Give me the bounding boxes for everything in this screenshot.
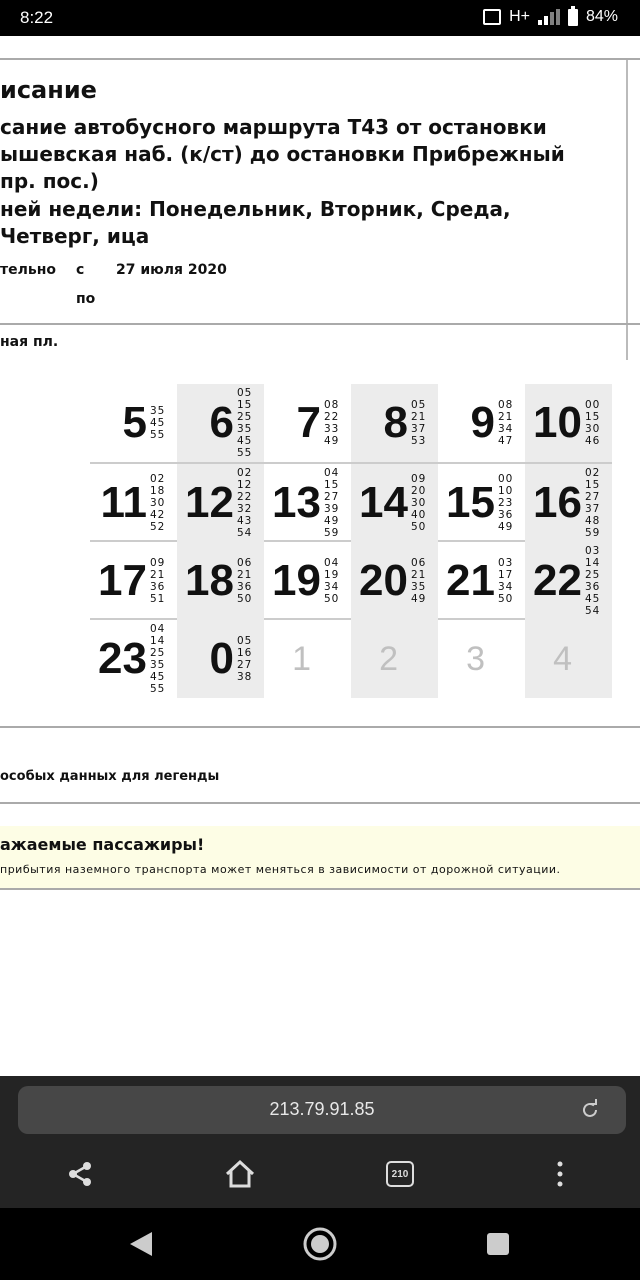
hour-cell bbox=[90, 384, 177, 462]
minute-value: 27 bbox=[324, 491, 340, 503]
minute-value: 09 bbox=[150, 557, 166, 569]
page-title: исание bbox=[0, 76, 97, 104]
minute-value: 02 bbox=[237, 467, 253, 479]
minutes-list bbox=[237, 635, 252, 683]
minute-value: 50 bbox=[237, 593, 253, 605]
tabs-button[interactable] bbox=[378, 1152, 422, 1196]
minute-value: 30 bbox=[150, 497, 166, 509]
minute-value: 27 bbox=[237, 659, 253, 671]
minute-value: 59 bbox=[324, 527, 340, 539]
minute-value: 23 bbox=[498, 497, 514, 509]
minute-value: 06 bbox=[411, 557, 427, 569]
system-nav-bar bbox=[0, 1208, 640, 1280]
hour-label: 21 bbox=[446, 556, 495, 605]
minute-value: 48 bbox=[585, 515, 601, 527]
hour-cell bbox=[264, 464, 351, 542]
hour-label: 0 bbox=[209, 634, 234, 683]
hour-cell bbox=[438, 620, 525, 698]
minutes-list bbox=[150, 557, 165, 605]
minute-value: 49 bbox=[498, 521, 514, 533]
minute-value: 21 bbox=[411, 411, 427, 423]
notice-box bbox=[0, 826, 640, 888]
hour-cell bbox=[264, 620, 351, 698]
minute-value: 25 bbox=[585, 569, 601, 581]
minute-value: 45 bbox=[585, 593, 601, 605]
minute-value: 49 bbox=[411, 593, 427, 605]
hour-label: 10 bbox=[533, 398, 582, 447]
hour-label: 9 bbox=[470, 398, 495, 447]
minute-value: 20 bbox=[411, 485, 427, 497]
status-time: 8:22 bbox=[20, 8, 54, 27]
minute-value: 19 bbox=[324, 569, 340, 581]
minute-value: 06 bbox=[237, 557, 253, 569]
minute-value: 04 bbox=[324, 467, 340, 479]
minute-value: 30 bbox=[585, 423, 601, 435]
minute-value: 49 bbox=[324, 435, 340, 447]
browser-bar bbox=[0, 1076, 640, 1208]
hour-cell bbox=[177, 464, 264, 542]
minute-value: 54 bbox=[585, 605, 601, 617]
minute-value: 35 bbox=[150, 659, 166, 671]
minute-value: 21 bbox=[237, 569, 253, 581]
hour-cell bbox=[351, 464, 438, 542]
minute-value: 14 bbox=[150, 635, 166, 647]
route-description: сание автобусного маршрута Т43 от остановки ышевская наб. (к/ст) до остановки Прибрежный пр. пос.) bbox=[0, 115, 565, 193]
minute-value: 37 bbox=[585, 503, 601, 515]
minute-value: 47 bbox=[498, 435, 514, 447]
hour-label: 2 bbox=[379, 640, 398, 678]
minute-value: 55 bbox=[150, 429, 166, 441]
hour-label: 12 bbox=[185, 478, 234, 527]
minutes-list bbox=[150, 473, 165, 533]
hour-label: 11 bbox=[100, 478, 147, 527]
stop-name: ная пл. bbox=[0, 334, 59, 350]
hour-label: 18 bbox=[185, 556, 234, 605]
hour-label: 15 bbox=[446, 478, 495, 527]
minute-value: 15 bbox=[237, 399, 253, 411]
timetable-row bbox=[90, 384, 612, 462]
minute-value: 36 bbox=[237, 581, 253, 593]
vibrate-icon bbox=[483, 9, 501, 25]
hour-label: 20 bbox=[359, 556, 408, 605]
hour-cell bbox=[90, 542, 177, 620]
hour-cell bbox=[351, 384, 438, 462]
minute-value: 53 bbox=[411, 435, 427, 447]
back-icon[interactable] bbox=[128, 1230, 154, 1258]
minutes-list bbox=[411, 557, 426, 605]
minute-value: 49 bbox=[324, 515, 340, 527]
minute-value: 22 bbox=[237, 491, 253, 503]
url-text: 213.79.91.85 bbox=[269, 1099, 375, 1119]
minute-value: 35 bbox=[411, 581, 427, 593]
minute-value: 04 bbox=[150, 623, 166, 635]
divider bbox=[0, 58, 640, 60]
minute-value: 35 bbox=[150, 405, 166, 417]
timetable-grid bbox=[90, 384, 612, 696]
minutes-list bbox=[411, 473, 426, 533]
hour-label: 23 bbox=[98, 634, 147, 683]
minute-value: 15 bbox=[324, 479, 340, 491]
minute-value: 04 bbox=[324, 557, 340, 569]
minute-value: 45 bbox=[150, 417, 166, 429]
minute-value: 33 bbox=[324, 423, 340, 435]
timetable-row bbox=[90, 462, 612, 540]
hour-cell bbox=[525, 384, 612, 462]
hour-cell bbox=[90, 620, 177, 698]
minutes-list bbox=[150, 623, 165, 695]
minute-value: 35 bbox=[237, 423, 253, 435]
minute-value: 15 bbox=[585, 479, 601, 491]
minute-value: 37 bbox=[411, 423, 427, 435]
hour-cell bbox=[90, 464, 177, 542]
minutes-list bbox=[150, 405, 165, 441]
minute-value: 21 bbox=[150, 569, 166, 581]
divider bbox=[0, 802, 640, 804]
divider bbox=[0, 888, 640, 890]
frame-border bbox=[626, 60, 628, 360]
minutes-list bbox=[498, 399, 513, 447]
minutes-list bbox=[585, 545, 600, 617]
hour-label: 19 bbox=[272, 556, 321, 605]
hour-cell bbox=[177, 620, 264, 698]
minute-value: 55 bbox=[237, 447, 253, 459]
hour-cell bbox=[351, 542, 438, 620]
hour-label: 6 bbox=[209, 398, 234, 447]
battery-icon bbox=[568, 9, 578, 26]
minute-value: 25 bbox=[150, 647, 166, 659]
minutes-list bbox=[237, 387, 252, 459]
route-days: ней недели: Понедельник, Вторник, Среда, Четверг, ица bbox=[0, 197, 511, 248]
minutes-list bbox=[411, 399, 426, 447]
status-bar bbox=[0, 0, 640, 36]
menu-button[interactable] bbox=[538, 1152, 582, 1196]
minutes-list bbox=[498, 557, 513, 605]
minute-value: 18 bbox=[150, 485, 166, 497]
minute-value: 02 bbox=[150, 473, 166, 485]
from-label: с bbox=[76, 262, 85, 278]
minute-value: 00 bbox=[585, 399, 601, 411]
legend-note: особых данных для легенды bbox=[0, 769, 220, 784]
minute-value: 40 bbox=[411, 509, 427, 521]
minute-value: 22 bbox=[324, 411, 340, 423]
minute-value: 46 bbox=[585, 435, 601, 447]
minute-value: 42 bbox=[150, 509, 166, 521]
minute-value: 25 bbox=[237, 411, 253, 423]
hour-label: 3 bbox=[466, 640, 485, 678]
minutes-list bbox=[585, 399, 600, 447]
hour-cell bbox=[525, 464, 612, 542]
tabs-icon: 210 bbox=[386, 1161, 414, 1187]
hour-cell bbox=[264, 542, 351, 620]
minute-value: 54 bbox=[237, 527, 253, 539]
web-page bbox=[0, 36, 640, 1076]
network-type: H+ bbox=[509, 8, 530, 25]
minute-value: 00 bbox=[498, 473, 514, 485]
minute-value: 08 bbox=[498, 399, 514, 411]
minute-value: 39 bbox=[324, 503, 340, 515]
share-icon bbox=[65, 1159, 95, 1189]
minute-value: 14 bbox=[585, 557, 601, 569]
hour-label: 17 bbox=[98, 556, 147, 605]
minute-value: 38 bbox=[237, 671, 253, 683]
minute-value: 17 bbox=[498, 569, 514, 581]
minute-value: 59 bbox=[585, 527, 601, 539]
signal-icon bbox=[538, 9, 560, 25]
timetable-row bbox=[90, 618, 612, 696]
hour-label: 13 bbox=[272, 478, 321, 527]
minute-value: 45 bbox=[150, 671, 166, 683]
minute-value: 45 bbox=[237, 435, 253, 447]
minute-value: 21 bbox=[411, 569, 427, 581]
minute-value: 05 bbox=[237, 387, 253, 399]
address-bar[interactable] bbox=[18, 1086, 626, 1134]
home-button[interactable] bbox=[218, 1152, 262, 1196]
timetable-row bbox=[90, 540, 612, 618]
share-button[interactable] bbox=[58, 1152, 102, 1196]
menu-icon bbox=[555, 1159, 565, 1189]
divider bbox=[0, 323, 640, 325]
hour-label: 16 bbox=[533, 478, 582, 527]
divider bbox=[0, 726, 640, 728]
hour-label: 5 bbox=[122, 398, 147, 447]
hour-cell bbox=[438, 464, 525, 542]
minutes-list bbox=[324, 399, 339, 447]
minute-value: 05 bbox=[237, 635, 253, 647]
hour-cell bbox=[264, 384, 351, 462]
minute-value: 03 bbox=[498, 557, 514, 569]
minute-value: 09 bbox=[411, 473, 427, 485]
minute-value: 43 bbox=[237, 515, 253, 527]
hour-cell bbox=[177, 542, 264, 620]
minute-value: 03 bbox=[585, 545, 601, 557]
minutes-list bbox=[324, 467, 339, 539]
valid-label: тельно bbox=[0, 262, 57, 278]
minute-value: 36 bbox=[498, 509, 514, 521]
minute-value: 30 bbox=[411, 497, 427, 509]
minute-value: 21 bbox=[498, 411, 514, 423]
minute-value: 36 bbox=[150, 581, 166, 593]
hour-label: 1 bbox=[292, 640, 311, 678]
hour-label: 7 bbox=[296, 398, 321, 447]
minutes-list bbox=[585, 467, 600, 539]
minute-value: 27 bbox=[585, 491, 601, 503]
battery-level: 84% bbox=[585, 8, 618, 25]
minutes-list bbox=[324, 557, 339, 605]
minutes-list bbox=[498, 473, 513, 533]
minute-value: 50 bbox=[411, 521, 427, 533]
minute-value: 50 bbox=[498, 593, 514, 605]
minute-value: 15 bbox=[585, 411, 601, 423]
reload-icon[interactable] bbox=[578, 1098, 602, 1122]
minutes-list bbox=[237, 557, 252, 605]
hour-label: 8 bbox=[383, 398, 408, 447]
minute-value: 50 bbox=[324, 593, 340, 605]
minute-value: 36 bbox=[585, 581, 601, 593]
from-date: 27 июля 2020 bbox=[116, 262, 227, 278]
recents-icon[interactable] bbox=[486, 1232, 510, 1256]
hour-cell bbox=[525, 620, 612, 698]
minute-value: 05 bbox=[411, 399, 427, 411]
hour-label: 4 bbox=[553, 640, 572, 678]
minute-value: 51 bbox=[150, 593, 166, 605]
minute-value: 10 bbox=[498, 485, 514, 497]
hour-cell bbox=[177, 384, 264, 462]
hour-label: 22 bbox=[533, 556, 582, 605]
minute-value: 34 bbox=[498, 423, 514, 435]
minute-value: 34 bbox=[498, 581, 514, 593]
minutes-list bbox=[237, 467, 252, 539]
hour-cell bbox=[438, 542, 525, 620]
hour-cell bbox=[525, 542, 612, 620]
minute-value: 08 bbox=[324, 399, 340, 411]
minute-value: 12 bbox=[237, 479, 253, 491]
minute-value: 32 bbox=[237, 503, 253, 515]
minute-value: 55 bbox=[150, 683, 166, 695]
notice-text: прибытия наземного транспорта может меняться в зависимости от дорожной ситуации. bbox=[0, 863, 561, 876]
minute-value: 16 bbox=[237, 647, 253, 659]
minute-value: 02 bbox=[585, 467, 601, 479]
hour-cell bbox=[351, 620, 438, 698]
hour-cell bbox=[438, 384, 525, 462]
notice-title: ажаемые пассажиры! bbox=[0, 835, 205, 854]
minute-value: 34 bbox=[324, 581, 340, 593]
to-label: по bbox=[76, 291, 96, 307]
home-circle-icon[interactable] bbox=[302, 1226, 338, 1262]
minute-value: 52 bbox=[150, 521, 166, 533]
home-icon bbox=[223, 1157, 257, 1191]
hour-label: 14 bbox=[359, 478, 408, 527]
